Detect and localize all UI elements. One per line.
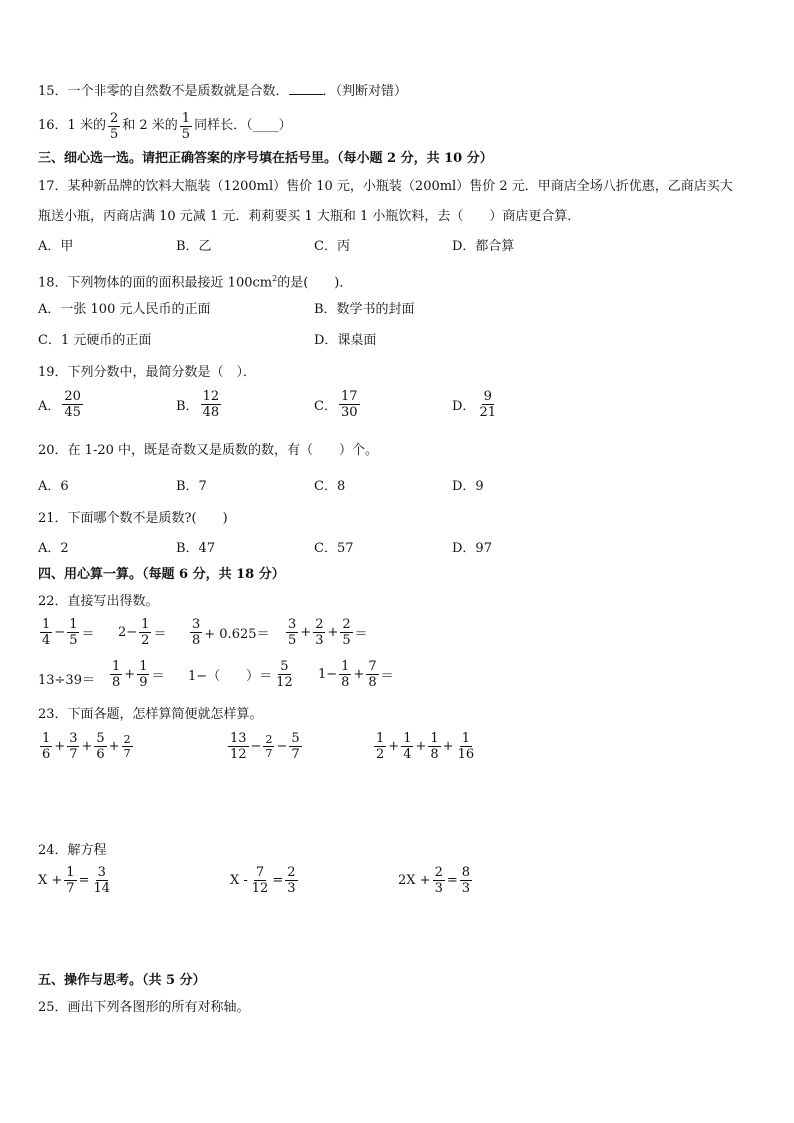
q20-option-d[interactable]: D．9 <box>452 479 484 494</box>
q21-option-c[interactable]: C．57 <box>314 541 354 556</box>
q20-option-a[interactable]: A．6 <box>38 479 69 494</box>
question-18: 18．下列物体的面的面积最接近 $100cm^2$的是( )． <box>38 274 353 291</box>
q19-option-c[interactable]: C． $\frac{17}{30}$ <box>314 389 358 420</box>
q20-option-c[interactable]: C．8 <box>314 479 346 494</box>
q22-expression-6: $\frac{1}{8}$ + $\frac{1}{9}$ ＝ <box>112 659 165 690</box>
question-21: 21．下面哪个数不是质数?( ) <box>38 511 228 526</box>
q17-option-d[interactable]: D．都合算 <box>452 239 515 254</box>
q22-expression-1: $\frac{1}{4}$ − $\frac{1}{5}$ ＝ <box>42 617 95 648</box>
q19-option-b[interactable]: B． $\frac{12}{48}$ <box>176 389 220 420</box>
q18-option-b[interactable]: B．数学书的封面 <box>314 302 415 317</box>
q17-option-a[interactable]: A．甲 <box>38 239 74 254</box>
question-15: 15．一个非零的自然数不是质数就是合数． ．（判断对错） <box>38 84 408 99</box>
q21-option-d[interactable]: D．97 <box>452 541 492 556</box>
q19-option-a[interactable]: A． $\frac{20}{45}$ <box>38 389 81 420</box>
q17-option-b[interactable]: B．乙 <box>176 239 212 254</box>
question-20: 20．在 1-20 中，既是奇数又是质数的数，有（ ）个。 <box>38 443 379 458</box>
answer-blank[interactable] <box>289 82 323 95</box>
q22-expression-2: 2− $\frac{1}{2}$ ＝ <box>118 617 167 648</box>
q22-expression-8: 1− $\frac{1}{8}$ + $\frac{7}{8}$ ＝ <box>318 659 394 690</box>
fraction: $\frac{2}{5}$ <box>109 110 119 142</box>
question-22: 22．直接写出得数。 <box>38 594 159 609</box>
section-5-heading: 五、操作与思考。（共 5 分） <box>38 973 206 988</box>
question-17-line-1: 17．某种新品牌的饮料大瓶装（1200ml）售价 10 元，小瓶装（200ml）售价 2 元．甲商店全场八折优惠，乙商店买大 <box>38 179 733 194</box>
q22-expression-3: $\frac{3}{8}$ + 0.625＝ <box>192 617 270 648</box>
section-4-heading: 四、用心算一算。（每题 6 分，共 18 分） <box>38 567 285 582</box>
q23-expression-3: $\frac{1}{2}$ + $\frac{1}{4}$ + $\frac{1}{8}$ + $\frac{1}{16}$ <box>376 731 475 762</box>
q17-option-c[interactable]: C．丙 <box>314 239 350 254</box>
question-19: 19．下列分数中，最简分数是（ ）． <box>38 365 257 380</box>
q18-option-d[interactable]: D．课桌面 <box>314 333 377 348</box>
section-3-heading: 三、细心选一选。请把正确答案的序号填在括号里。（每小题 2 分，共 10 分） <box>38 151 493 166</box>
q24-equation-1: X + $\frac{1}{7}$ = $\frac{3}{14}$ <box>38 865 111 896</box>
question-23: 23．下面各题，怎样算简便就怎样算。 <box>38 707 263 722</box>
q18-option-a[interactable]: A．一张 100 元人民币的正面 <box>38 302 211 317</box>
q19-option-d[interactable]: D． $\frac{9}{21}$ <box>452 389 496 420</box>
q22-expression-7: 1−（ ）＝ $\frac{5}{12}$ <box>188 659 293 690</box>
q23-expression-2: $\frac{13}{12}$ − $\frac{2}{7}$ − $\frac{5}{7}$ <box>230 731 300 762</box>
q22-expression-5: 13÷39＝ <box>38 672 95 688</box>
q21-option-a[interactable]: A．2 <box>38 541 69 556</box>
q23-expression-1: $\frac{1}{6}$ + $\frac{3}{7}$ + $\frac{5}{6}$ + $\frac{2}{7}$ <box>42 731 131 762</box>
q18-option-c[interactable]: C．1 元硬币的正面 <box>38 333 152 348</box>
q24-equation-3: 2X + $\frac{2}{3}$ = $\frac{8}{3}$ <box>398 865 471 896</box>
question-17-line-2: 瓶送小瓶，丙商店满 10 元减 1 元．莉莉要买 1 大瓶和 1 小瓶饮料，去（ ）商店更合算． <box>38 209 581 224</box>
fraction: $\frac{1}{5}$ <box>181 110 191 142</box>
q22-expression-4: $\frac{3}{5}$ + $\frac{2}{3}$ + $\frac{2}{5}$ ＝ <box>288 617 368 648</box>
question-24: 24．解方程 <box>38 843 107 858</box>
q20-option-b[interactable]: B．7 <box>176 479 207 494</box>
q24-equation-2: X - $\frac{7}{12}$ = $\frac{2}{3}$ <box>230 865 296 896</box>
question-25: 25．画出下列各图形的所有对称轴。 <box>38 1000 250 1015</box>
q21-option-b[interactable]: B．47 <box>176 541 216 556</box>
question-16: 16．1 米的 $\frac{2}{5}$ 和 2 米的 $\frac{1}{5}$ 同样长．（____） <box>38 110 292 142</box>
